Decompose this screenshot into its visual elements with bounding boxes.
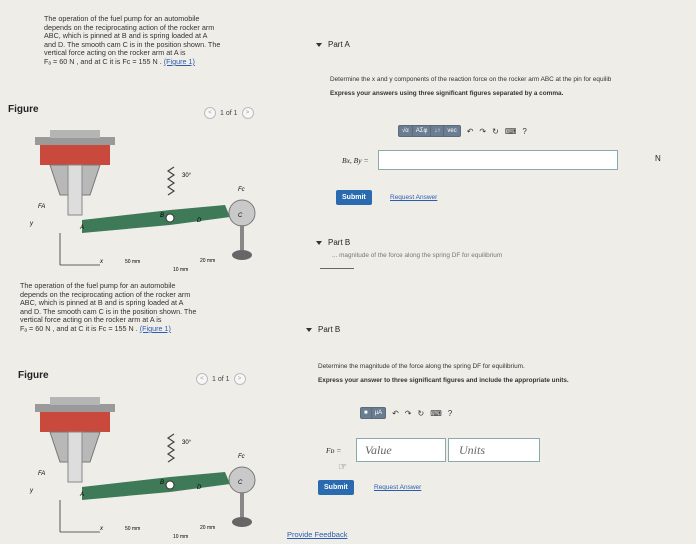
problem-line: The operation of the fuel pump for an automobile xyxy=(20,281,176,290)
label-a: A xyxy=(80,225,85,231)
collapse-chevron-icon xyxy=(316,43,322,47)
label-d: D xyxy=(197,485,202,491)
figure-pager xyxy=(196,373,246,385)
dim-20: 20 mm xyxy=(200,525,216,531)
part-a-instruction-text: Determine the x and y components of the reaction force on the rocker arm ABC at the pin for equilib xyxy=(330,76,612,83)
rocker-arm xyxy=(82,472,230,500)
reset-icon[interactable]: ↻ xyxy=(492,126,499,136)
part-b-request-answer[interactable]: Request Answer xyxy=(374,484,422,491)
problem-line: Fₐ = 60 N , and at C it is Fᴄ = 155 N . xyxy=(20,323,138,333)
dim-20: 20 mm xyxy=(200,258,216,264)
pin-b xyxy=(166,481,174,489)
next-figure-button[interactable]: > xyxy=(242,107,254,119)
figure-link[interactable]: (Figure 1) xyxy=(163,56,195,66)
help-icon[interactable]: ? xyxy=(522,126,527,136)
problem-line: ABC, which is pinned at B and is spring loaded at A xyxy=(44,31,208,41)
symbols-button[interactable]: AΣφ xyxy=(413,126,431,136)
angle-label: 30° xyxy=(182,173,192,179)
problem-line: Fₐ = 60 N , and at C it is Fᴄ = 155 N . xyxy=(44,56,162,66)
units-placeholder: Units xyxy=(459,443,486,457)
part-b-format xyxy=(318,377,569,384)
collapse-chevron-icon xyxy=(306,328,312,332)
value-placeholder: Value xyxy=(365,443,392,457)
part-b-title-top: Part B xyxy=(328,238,351,247)
stand-base xyxy=(232,517,252,527)
pin-b xyxy=(166,214,174,222)
label-c: C xyxy=(238,480,243,486)
units-button[interactable]: μA xyxy=(372,408,385,418)
label-a: A xyxy=(80,492,85,498)
label-x: x xyxy=(100,526,103,532)
pump-top xyxy=(35,404,115,412)
angle-label: 30° xyxy=(182,440,192,446)
next-figure-button[interactable]: > xyxy=(234,373,246,385)
part-b-format-text: Express your answer to three significant figures and include the appropriate units. xyxy=(318,377,569,384)
keyboard-icon[interactable]: ⌨ xyxy=(504,126,517,136)
part-b-header-top[interactable] xyxy=(316,238,350,247)
cursor-hand-icon: ☞ xyxy=(338,462,347,473)
figure-label: Figure xyxy=(18,370,49,381)
problem-line: depends on the reciprocating action of the rocker arm xyxy=(20,289,191,299)
undo-icon[interactable]: ↶ xyxy=(392,408,399,418)
problem-text-top xyxy=(44,15,274,67)
figure-label: Figure xyxy=(8,104,39,115)
label-fa: FA xyxy=(38,471,46,477)
label-b: B xyxy=(160,480,165,486)
pager-text: 1 of 1 xyxy=(220,109,238,117)
rocker-arm-figure-bottom xyxy=(20,392,270,542)
problem-line: and D. The smooth cam C is in the position shown. The xyxy=(44,39,221,49)
undo-icon[interactable]: ↶ xyxy=(466,126,474,136)
label-y: y xyxy=(30,488,33,494)
part-a-submit-button[interactable]: Submit xyxy=(336,190,372,205)
pump-top xyxy=(35,137,115,145)
part-b-submit-button[interactable]: Submit xyxy=(318,480,354,495)
label-d: D xyxy=(197,218,202,224)
label-fa: FA xyxy=(38,204,46,210)
keyboard-icon[interactable]: ⌨ xyxy=(430,408,442,418)
templates-button[interactable]: ■ xyxy=(361,408,371,418)
part-b-units-input[interactable] xyxy=(448,438,540,462)
part-b-var-label: Fᴅ = xyxy=(326,446,342,455)
part-b-snippet: ... magnitude of the force along the spring DF for equilibrium xyxy=(332,252,503,259)
problem-text-bottom xyxy=(20,282,260,334)
units-toolbar xyxy=(360,407,386,419)
help-icon[interactable]: ? xyxy=(447,408,453,418)
divider xyxy=(320,268,354,269)
part-b-header[interactable] xyxy=(306,325,340,334)
part-a-instruction xyxy=(330,76,696,83)
part-a-request-answer[interactable]: Request Answer xyxy=(390,194,438,201)
problem-line: depends on the reciprocating action of the rocker arm xyxy=(44,22,215,32)
rocker-arm xyxy=(82,205,230,233)
dim-50: 50 mm xyxy=(125,259,141,265)
pump-cap xyxy=(50,130,100,138)
reset-icon[interactable]: ↻ xyxy=(417,408,425,418)
part-a-answer-input[interactable] xyxy=(378,150,618,170)
stand-base xyxy=(232,250,252,260)
stand-post xyxy=(240,492,244,517)
dim-10: 10 mm xyxy=(173,534,189,540)
spring-a xyxy=(68,432,82,482)
redo-icon[interactable]: ↷ xyxy=(479,126,487,136)
label-fc: Fc xyxy=(238,454,245,460)
label-fc: Fc xyxy=(238,187,245,193)
redo-icon[interactable]: ↷ xyxy=(404,408,412,418)
pump-cap xyxy=(50,397,100,405)
problem-line: The operation of the fuel pump for an automobile xyxy=(44,14,200,23)
collapse-chevron-icon xyxy=(316,241,322,245)
problem-line: and D. The smooth cam C is in the position shown. The xyxy=(20,306,197,316)
figure-pager xyxy=(204,107,254,119)
pump-body xyxy=(40,410,110,432)
figure-link[interactable]: (Figure 1) xyxy=(139,323,171,333)
prev-figure-button[interactable]: < xyxy=(204,107,216,119)
part-b-title: Part B xyxy=(318,325,341,334)
arrows-button[interactable]: ↓↑ xyxy=(431,126,443,136)
part-a-unit: N xyxy=(655,154,661,163)
spring-a xyxy=(68,165,82,215)
rocker-arm-figure-top xyxy=(20,125,270,275)
provide-feedback-link[interactable]: Provide Feedback xyxy=(287,530,348,539)
spring-d-coil xyxy=(168,167,174,195)
part-a-var-label: Bx, By = xyxy=(342,156,369,165)
pump-body xyxy=(40,143,110,165)
part-b-toolbar xyxy=(360,407,452,419)
problem-line: ABC, which is pinned at B and is spring loaded at A xyxy=(20,298,184,308)
prev-figure-button[interactable]: < xyxy=(196,373,208,385)
math-toolbar xyxy=(398,125,461,137)
vec-button[interactable]: vec xyxy=(444,126,459,136)
part-b-instruction: Determine the magnitude of the force along the spring DF for equilibrium. xyxy=(318,363,525,370)
part-a-format xyxy=(330,90,563,97)
part-a-header[interactable] xyxy=(316,40,350,49)
part-a-format-text: Express your answers using three significant figures separated by a comma. xyxy=(330,90,564,97)
problem-line: vertical force acting on the rocker arm at A is xyxy=(44,48,186,58)
label-x: x xyxy=(100,259,103,265)
part-a-toolbar xyxy=(398,125,527,137)
stand-post xyxy=(240,225,244,250)
label-y: y xyxy=(30,221,33,227)
problem-line: vertical force acting on the rocker arm at A is xyxy=(20,315,162,325)
dim-10: 10 mm xyxy=(173,267,189,273)
templates-button[interactable]: √α xyxy=(399,126,412,136)
part-b-value-input[interactable] xyxy=(356,438,446,462)
label-b: B xyxy=(160,213,165,219)
spring-d-coil xyxy=(168,434,174,462)
part-a-title: Part A xyxy=(328,40,350,49)
label-c: C xyxy=(238,213,243,219)
dim-50: 50 mm xyxy=(125,526,141,532)
pager-text: 1 of 1 xyxy=(212,375,230,383)
